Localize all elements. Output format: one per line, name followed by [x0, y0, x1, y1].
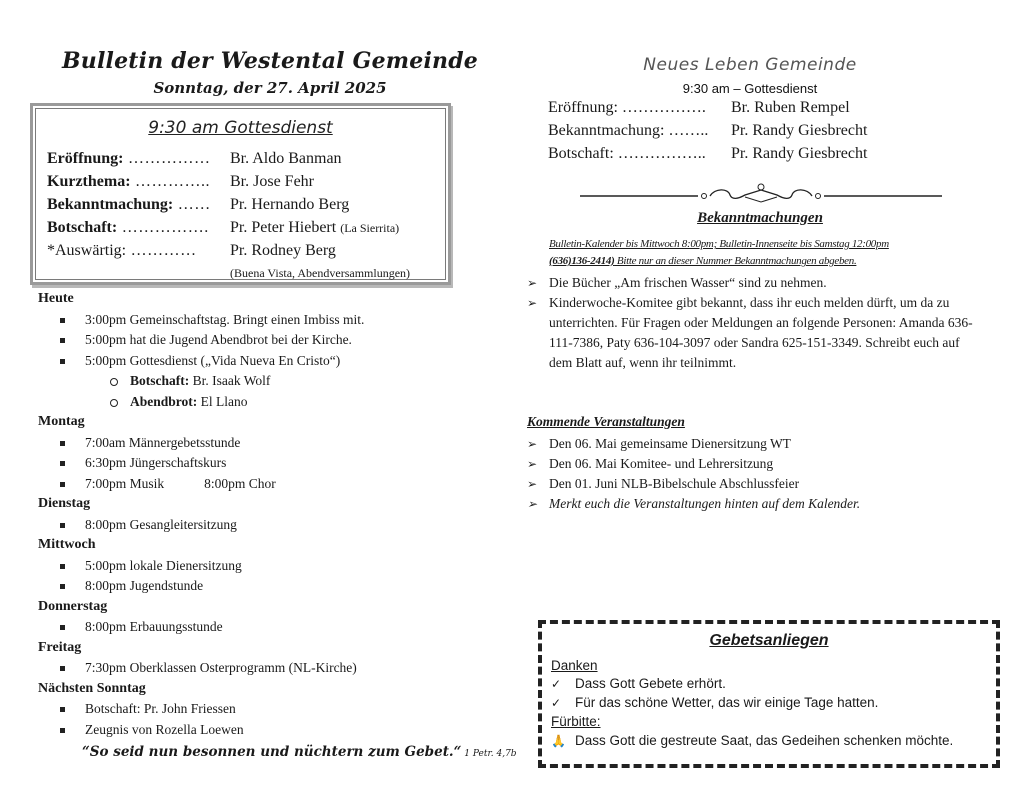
intercession-text: Dass Gott die gestreute Saat, das Gedeihen schenken möchte. — [575, 733, 954, 748]
nl-service-row — [548, 99, 850, 117]
check-icon: ✓ — [551, 677, 562, 691]
nl-row-label: Bekanntmachung: …….. — [548, 122, 709, 139]
schedule-subitem — [38, 371, 478, 392]
schedule-item-text: 6:30pm Jüngerschaftskurs — [85, 455, 227, 470]
arrowhead-icon: ➢ — [527, 477, 538, 491]
schedule-item — [38, 515, 478, 536]
contact-instructions: Bitte nur an dieser Nummer Bekanntmachungen abgeben. — [614, 255, 857, 267]
bible-verse — [82, 744, 517, 760]
schedule-item — [38, 453, 478, 474]
service-row — [47, 196, 350, 214]
day-heading-naechster-sonntag: Nächsten Sonntag — [38, 680, 146, 696]
intercession-item — [551, 733, 953, 748]
schedule-subitem — [38, 392, 478, 413]
praying-hands-icon: 🙏 — [551, 734, 566, 748]
service-row-dots: ……………. — [117, 219, 209, 236]
nl-row-value: Br. Ruben Rempel — [731, 99, 850, 116]
service-row-value — [230, 219, 399, 237]
schedule-item-text: 8:00pm Chor — [204, 475, 276, 491]
schedule-item-text: Zeugnis von Rozella Loewen — [85, 721, 244, 737]
announcement-item — [527, 293, 982, 373]
event-note-text: Merkt euch die Veranstaltungen hinten auf dem Kalender. — [549, 496, 861, 511]
square-bullet-icon — [60, 523, 65, 528]
announcement-item — [527, 273, 982, 293]
schedule-item — [38, 720, 478, 741]
service-row-note: (Buena Vista, Abendversammlungen) — [230, 266, 411, 280]
deadline-contact-line — [549, 253, 969, 270]
announcements-list — [527, 273, 982, 373]
service-row-value: Br. Aldo Banman — [230, 150, 342, 167]
service-row-note: (La Sierrita) — [340, 221, 400, 235]
event-item — [527, 434, 982, 454]
service-row-label: *Auswärtig: — [47, 242, 127, 259]
bulletin-date: Sonntag, der 27. April 2025 — [153, 79, 387, 97]
service-row-value-text: Pr. Peter Hiebert — [230, 219, 337, 236]
service-row-label: Bekanntmachung: — [47, 196, 174, 213]
circle-bullet-icon — [110, 378, 118, 386]
arrowhead-icon: ➢ — [527, 437, 538, 451]
neues-leben-service-time: 9:30 am – Gottesdienst — [682, 81, 818, 96]
contact-phone: (636)136-2414) — [549, 255, 615, 267]
service-row-label: Botschaft: — [47, 219, 118, 236]
subitem-value: Br. Isaak Wolf — [189, 373, 271, 388]
verse-reference: 1 Petr. 4,7b — [461, 749, 517, 759]
scroll-ornament-icon — [580, 183, 942, 205]
square-bullet-icon — [60, 461, 65, 466]
weekly-schedule — [38, 289, 478, 740]
square-bullet-icon — [60, 318, 65, 323]
schedule-item-text: 7:30pm Oberklassen Osterprogramm (NL-Kirche) — [85, 660, 357, 675]
thanks-text: Für das schöne Wetter, das wir einige Tage hatten. — [575, 695, 879, 710]
day-heading-freitag: Freitag — [38, 639, 82, 655]
day-heading-montag: Montag — [38, 414, 85, 429]
service-row-value: Pr. Rodney Berg — [230, 242, 336, 259]
thanks-label: Danken — [551, 658, 598, 673]
event-item — [527, 454, 982, 474]
square-bullet-icon — [60, 482, 65, 487]
schedule-item-text: 5:00pm lokale Dienersitzung — [85, 557, 242, 573]
service-row — [47, 150, 342, 168]
bulletin-title: Bulletin der Westental Gemeinde — [62, 48, 478, 74]
deadline-line: Bulletin-Kalender bis Mittwoch 8:00pm; Bulletin-Innenseite bis Samstag 12:00pm — [549, 238, 889, 250]
announcement-text: Die Bücher „Am frischen Wasser“ sind zu nehmen. — [549, 275, 827, 290]
square-bullet-icon — [60, 441, 65, 446]
schedule-item — [38, 351, 478, 372]
square-bullet-icon — [60, 564, 65, 569]
schedule-item — [38, 433, 478, 454]
intercession-label: Fürbitte: — [551, 714, 601, 729]
arrowhead-icon: ➢ — [527, 276, 538, 290]
service-row-note-line — [230, 264, 410, 282]
square-bullet-icon — [60, 728, 65, 733]
service-row-value: Pr. Hernando Berg — [230, 196, 350, 213]
nl-row-label: Eröffnung: ……………. — [548, 99, 706, 116]
subitem-value: El Llano — [197, 393, 248, 409]
schedule-item — [38, 658, 478, 679]
announcements-deadline-note — [549, 236, 969, 270]
schedule-item — [38, 556, 478, 577]
service-row — [47, 242, 336, 260]
schedule-item — [38, 617, 478, 638]
square-bullet-icon — [60, 338, 65, 343]
announcement-text: Kinderwoche-Komitee gibt bekannt, dass ihr euch melden dürft, um da zu unterrichten. Für Fragen oder Meldungen an folgende Personen: Amanda 636-111-7386, Paty 636-104-3097 oder Sandra 625-151-3349. Schreibt euch auf dem Blatt auf, wenn ihr teilnimmt. — [549, 295, 973, 370]
arrowhead-icon: ➢ — [527, 457, 538, 471]
schedule-item-text: 8:00pm Erbauungsstunde — [85, 619, 223, 634]
service-row — [47, 173, 314, 191]
event-text: Den 06. Mai Komitee- und Lehrersitzung — [549, 456, 774, 471]
service-row-dots: …… — [173, 196, 211, 213]
schedule-item — [38, 330, 478, 351]
square-bullet-icon — [60, 707, 65, 712]
service-row-label: Kurzthema: — [47, 173, 131, 190]
service-row-dots: ………… — [126, 242, 197, 259]
arrowhead-icon: ➢ — [527, 497, 538, 511]
schedule-item — [38, 474, 478, 495]
nl-row-label: Botschaft: …………….. — [548, 145, 706, 162]
schedule-item-text: 3:00pm Gemeinschaftstag. Bringt einen Imbiss mit. — [85, 311, 365, 327]
announcements-title: Bekanntmachungen — [697, 210, 823, 226]
nl-service-row — [548, 145, 868, 163]
schedule-item-text: 8:00pm Gesangleitersitzung — [85, 516, 237, 532]
schedule-item — [38, 310, 478, 331]
event-text: Den 06. Mai gemeinsame Dienersitzung WT — [549, 436, 791, 451]
schedule-item — [38, 699, 478, 720]
neues-leben-title: Neues Leben Gemeinde — [643, 55, 857, 75]
service-row-label: Eröffnung: — [47, 150, 124, 167]
schedule-item-text: 5:00pm hat die Jugend Abendbrot bei der Kirche. — [85, 332, 352, 347]
day-heading-dienstag: Dienstag — [38, 496, 91, 511]
subitem-label: Abendbrot: — [130, 393, 198, 409]
nl-row-value: Pr. Randy Giesbrecht — [731, 145, 868, 162]
schedule-item-text: 7:00pm Musik — [85, 475, 165, 491]
schedule-item-text: 5:00pm Gottesdienst („Vida Nueva En Cristo“) — [85, 352, 341, 368]
prayer-title: Gebetsanliegen — [709, 632, 829, 649]
nl-row-value: Pr. Randy Giesbrecht — [731, 122, 868, 139]
square-bullet-icon — [60, 625, 65, 630]
subitem-label: Botschaft: — [130, 373, 190, 388]
service-box-title: 9:30 am Gottesdienst — [148, 118, 333, 138]
schedule-item-text: Botschaft: Pr. John Friessen — [85, 701, 236, 716]
prayer-requests-box — [538, 620, 1000, 768]
service-row — [47, 219, 400, 237]
event-note — [527, 494, 982, 514]
square-bullet-icon — [60, 359, 65, 364]
upcoming-events-title: Kommende Veranstaltungen — [527, 414, 685, 429]
event-text: Den 01. Juni NLB-Bibelschule Abschlussfeier — [549, 476, 800, 491]
schedule-item — [38, 576, 478, 597]
circle-bullet-icon — [110, 399, 118, 407]
event-item — [527, 474, 982, 494]
service-row-dots: ………….. — [130, 173, 211, 190]
arrowhead-icon: ➢ — [527, 296, 538, 310]
service-row-value: Br. Jose Fehr — [230, 173, 314, 190]
square-bullet-icon — [60, 584, 65, 589]
day-heading-mittwoch: Mittwoch — [38, 537, 96, 552]
upcoming-events-list — [527, 434, 982, 514]
thanks-item — [551, 676, 726, 691]
day-heading-heute: Heute — [38, 291, 74, 306]
thanks-text: Dass Gott Gebete erhört. — [575, 676, 726, 691]
thanks-item — [551, 695, 878, 710]
day-heading-donnerstag: Donnerstag — [38, 598, 108, 614]
schedule-item-text: 7:00am Männergebetsstunde — [85, 434, 241, 450]
check-icon: ✓ — [551, 696, 562, 710]
service-box — [30, 103, 451, 285]
square-bullet-icon — [60, 666, 65, 671]
service-row-dots: …………… — [123, 150, 211, 167]
verse-text: “So seid nun besonnen und nüchtern zum Gebet.“ — [82, 744, 462, 760]
nl-service-row — [548, 122, 868, 140]
schedule-item-text: 8:00pm Jugendstunde — [85, 578, 204, 593]
